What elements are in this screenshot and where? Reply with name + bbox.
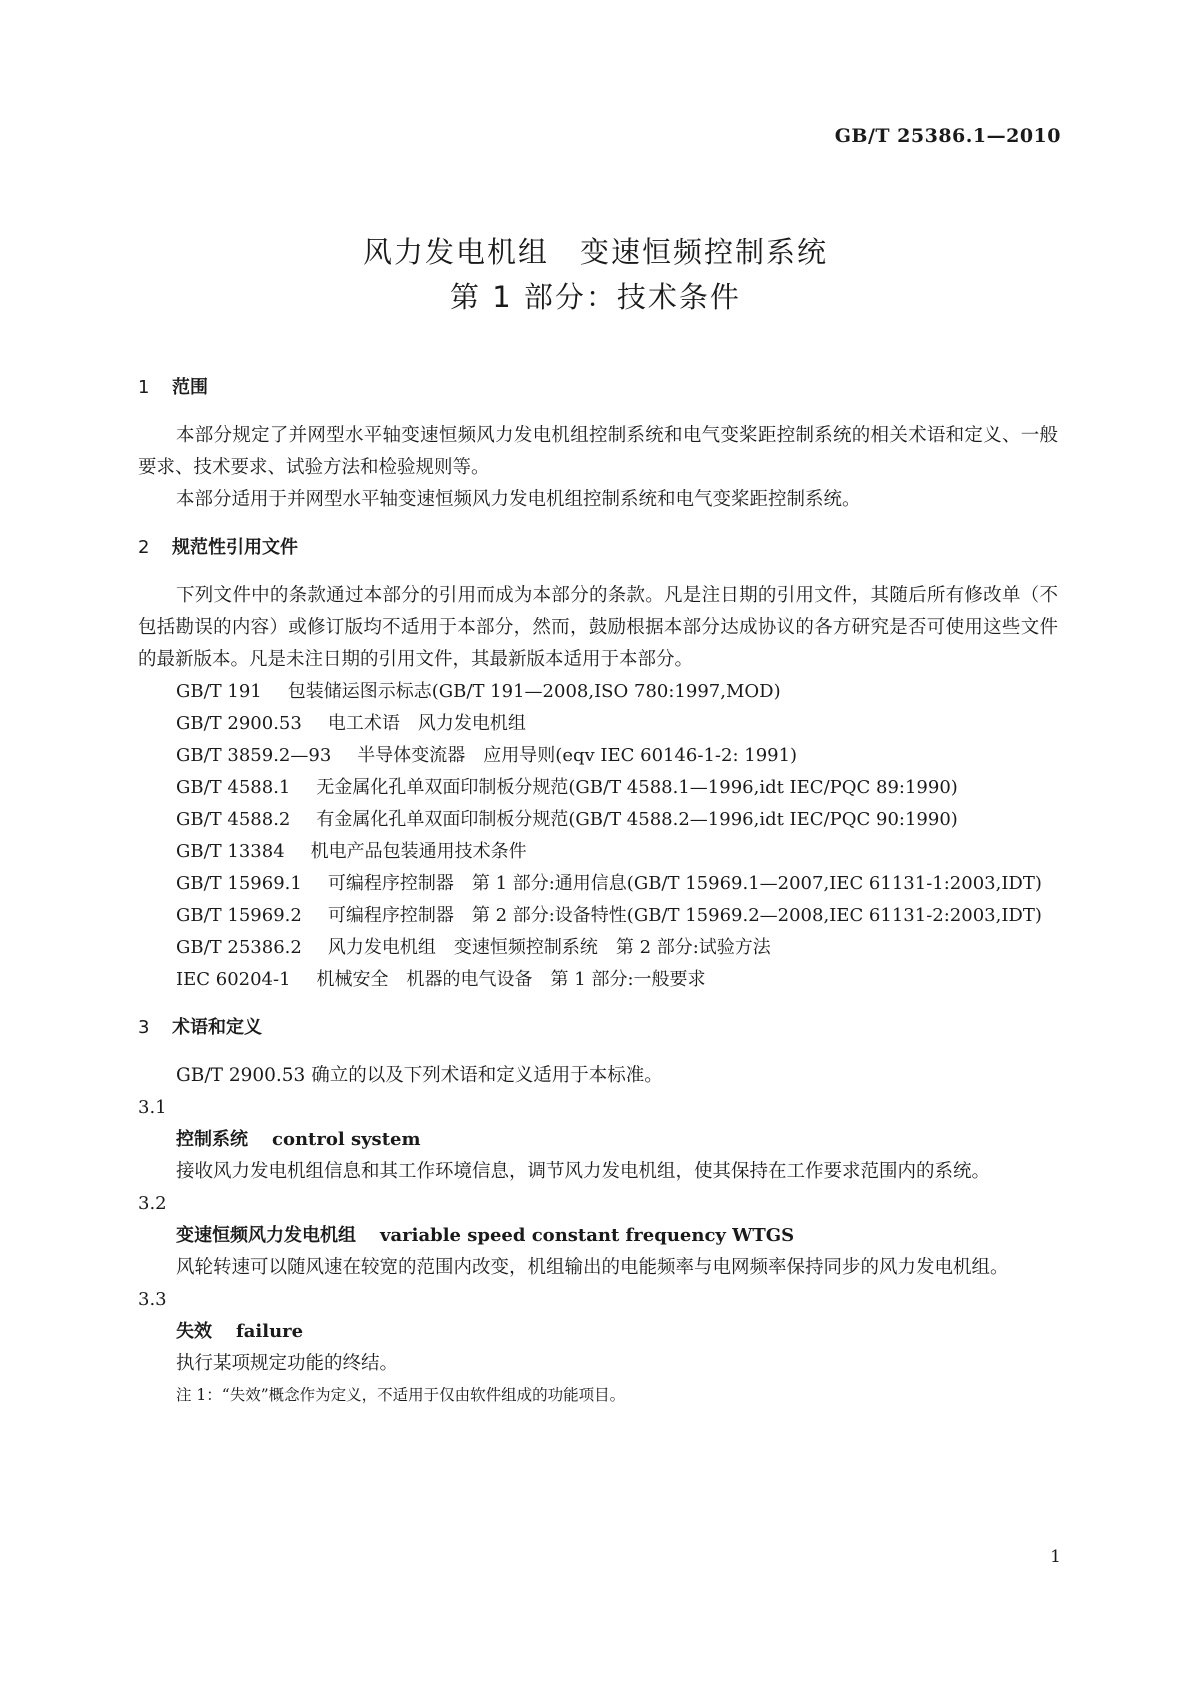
reference-item xyxy=(138,900,1058,932)
reference-code: GB/T 3859.2—93 xyxy=(176,745,332,766)
reference-code: GB/T 4588.2 xyxy=(176,809,291,830)
reference-code: GB/T 13384 xyxy=(176,841,285,862)
section-1-heading xyxy=(138,372,1058,404)
section-number: 1 xyxy=(138,377,150,398)
reference-item xyxy=(138,932,1058,964)
reference-item xyxy=(138,740,1058,772)
reference-item xyxy=(138,964,1058,996)
reference-item xyxy=(138,708,1058,740)
reference-text: 机电产品包装通用技术条件 xyxy=(310,841,527,862)
term-heading xyxy=(138,1220,1058,1252)
reference-text: 半导体变流器 应用导则(eqv IEC 60146-1-2: 1991) xyxy=(357,745,798,766)
reference-code: GB/T 2900.53 xyxy=(176,713,302,734)
section-1-paragraph-1: 本部分规定了并网型水平轴变速恒频风力发电机组控制系统和电气变桨距控制系统的相关术语和定义、一般要求、技术要求、试验方法和检验规则等。 xyxy=(138,425,1058,478)
term-heading xyxy=(138,1124,1058,1156)
document-body xyxy=(138,372,1058,1410)
term-number: 3.3 xyxy=(138,1289,167,1310)
term-en: variable speed constant frequency WTGS xyxy=(380,1225,795,1246)
term-definition: 执行某项规定功能的终结。 xyxy=(176,1353,399,1374)
reference-item xyxy=(138,804,1058,836)
reference-text: 无金属化孔单双面印制板分规范(GB/T 4588.1—1996,idt IEC/PQC 89:1990) xyxy=(316,777,958,798)
term-note: 注 1：“失效”概念作为定义，不适用于仅由软件组成的功能项目。 xyxy=(176,1386,626,1404)
reference-item xyxy=(138,868,1058,900)
page-number: 1 xyxy=(1050,1547,1061,1567)
reference-text: 包装储运图示标志(GB/T 191—2008,ISO 780:1997,MOD) xyxy=(287,681,781,702)
reference-code: GB/T 4588.1 xyxy=(176,777,291,798)
document-title-line1: 风力发电机组 变速恒频控制系统 xyxy=(362,235,828,269)
term-heading xyxy=(138,1316,1058,1348)
reference-item xyxy=(138,676,1058,708)
section-title: 术语和定义 xyxy=(172,1017,262,1038)
term-definition: 风轮转速可以随风速在较宽的范围内改变，机组输出的电能频率与电网频率保持同步的风力发电机组。 xyxy=(176,1257,1009,1278)
reference-code: GB/T 15969.2 xyxy=(176,905,302,926)
section-number: 3 xyxy=(138,1017,150,1038)
reference-text: 机械安全 机器的电气设备 第 1 部分:一般要求 xyxy=(316,969,706,990)
reference-code: GB/T 15969.1 xyxy=(176,873,302,894)
reference-code: GB/T 25386.2 xyxy=(176,937,302,958)
reference-code: GB/T 191 xyxy=(176,681,262,702)
reference-text: 风力发电机组 变速恒频控制系统 第 2 部分:试验方法 xyxy=(327,937,771,958)
reference-text: 可编程序控制器 第 1 部分:通用信息(GB/T 15969.1—2007,IEC 61131-1:2003,IDT) xyxy=(327,873,1042,894)
term-number: 3.2 xyxy=(138,1193,167,1214)
reference-item xyxy=(138,836,1058,868)
section-3-heading xyxy=(138,1012,1058,1044)
reference-text: 电工术语 风力发电机组 xyxy=(327,713,526,734)
section-2-heading xyxy=(138,532,1058,564)
reference-item xyxy=(138,772,1058,804)
term-number: 3.1 xyxy=(138,1097,167,1118)
term-en: control system xyxy=(272,1129,421,1150)
term-definition: 接收风力发电机组信息和其工作环境信息，调节风力发电机组，使其保持在工作要求范围内的系统。 xyxy=(176,1161,991,1182)
section-number: 2 xyxy=(138,537,150,558)
section-title: 范围 xyxy=(172,377,208,398)
section-title: 规范性引用文件 xyxy=(172,537,298,558)
term-en: failure xyxy=(236,1321,304,1342)
term-zh: 控制系统 xyxy=(176,1129,248,1150)
section-3-intro: GB/T 2900.53 确立的以及下列术语和定义适用于本标准。 xyxy=(176,1065,663,1086)
reference-code: IEC 60204-1 xyxy=(176,969,291,990)
term-zh: 失效 xyxy=(176,1321,212,1342)
reference-text: 有金属化孔单双面印制板分规范(GB/T 4588.2—1996,idt IEC/PQC 90:1990) xyxy=(316,809,958,830)
section-1-paragraph-2: 本部分适用于并网型水平轴变速恒频风力发电机组控制系统和电气变桨距控制系统。 xyxy=(176,489,861,510)
reference-text: 可编程序控制器 第 2 部分:设备特性(GB/T 15969.2—2008,IEC 61131-2:2003,IDT) xyxy=(327,905,1042,926)
document-title-line2: 第 1 部分：技术条件 xyxy=(450,280,741,314)
standard-code: GB/T 25386.1—2010 xyxy=(834,125,1061,147)
section-2-intro: 下列文件中的条款通过本部分的引用而成为本部分的条款。凡是注日期的引用文件，其随后所有修改单（不包括勘误的内容）或修订版均不适用于本部分，然而，鼓励根据本部分达成协议的各方研究是否可使用这些文件的最新版本。凡是未注日期的引用文件，其最新版本适用于本部分。 xyxy=(138,585,1058,670)
term-zh: 变速恒频风力发电机组 xyxy=(176,1225,356,1246)
